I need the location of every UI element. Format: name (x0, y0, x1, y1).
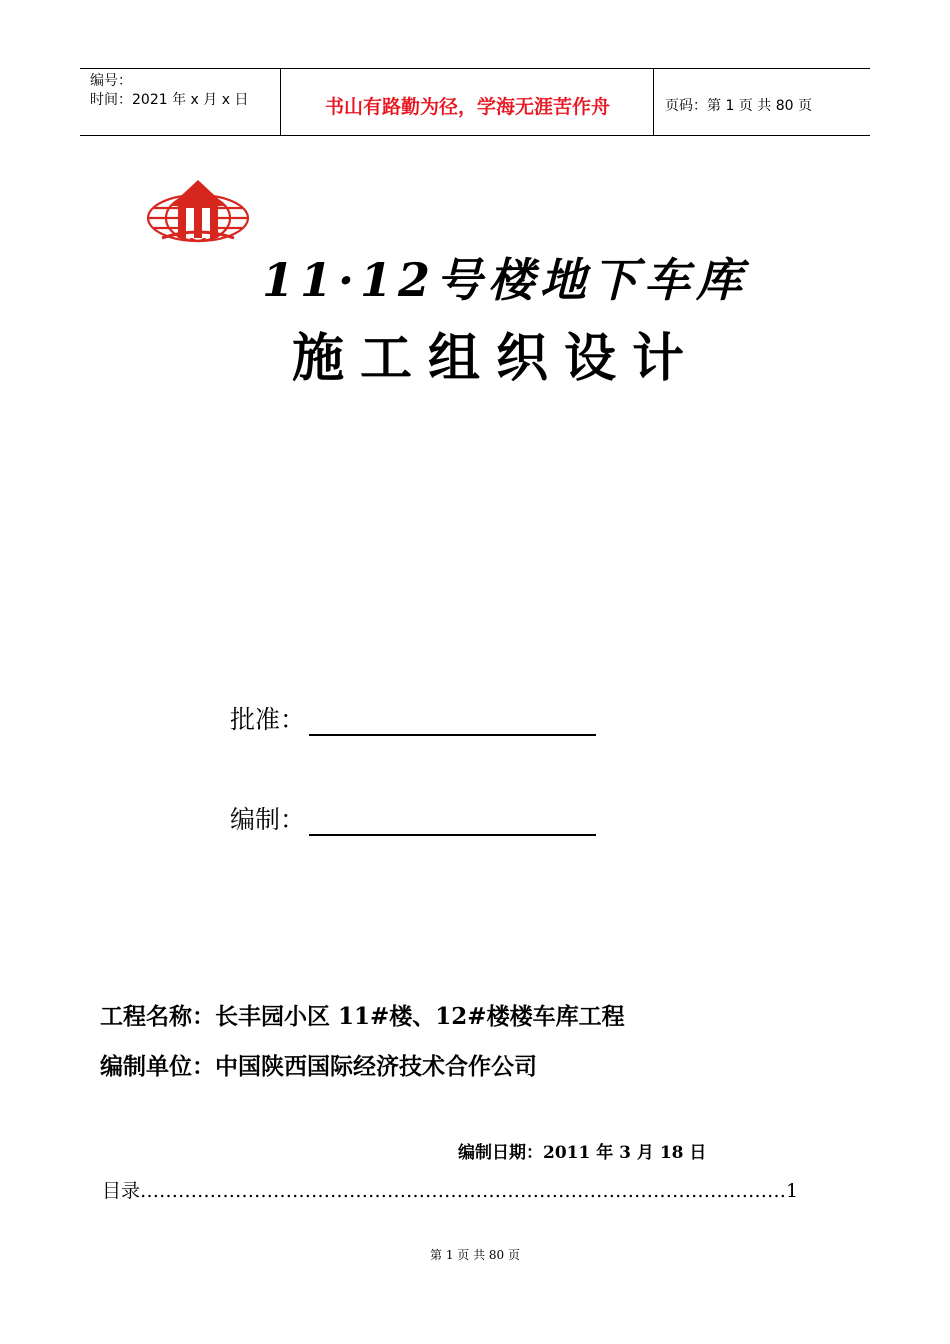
approve-label: 批准： (230, 705, 306, 734)
header-number-label: 编号： (90, 73, 132, 89)
header-meta (80, 69, 281, 135)
toc-label: 目录 (102, 1180, 141, 1202)
page-header (80, 68, 870, 136)
project-name: 工程名称：长丰园小区 11#楼、12#楼楼车库工程 (100, 1003, 625, 1030)
page-footer: 第 1 页 共 80 页 (430, 1248, 520, 1262)
compile-row (230, 800, 596, 836)
company-logo-globe-icon (142, 178, 254, 244)
compile-label: 编制： (230, 805, 306, 834)
toc-entry[interactable] (102, 1176, 852, 1203)
compile-signature-line (309, 806, 596, 836)
approve-signature-line (309, 706, 596, 736)
document-title-line1: 11·12号楼地下车库 (262, 253, 749, 307)
header-page-info: 页码：第 1 页 共 80 页 (665, 98, 812, 114)
toc-leader: ………………………………………………………………………………………… (140, 1180, 787, 1202)
compiling-unit: 编制单位：中国陕西国际经济技术合作公司 (100, 1053, 537, 1080)
document-title-line2: 施工组织设计 (292, 328, 701, 389)
compile-date: 编制日期：2011 年 3 月 18 日 (458, 1143, 707, 1163)
header-time-label: 时间：2021 年 x 月 x 日 (90, 92, 249, 108)
header-motto: 书山有路勤为径，学海无涯苦作舟 (282, 69, 654, 135)
approve-row (230, 700, 596, 736)
toc-page-number: 1 (786, 1180, 799, 1202)
